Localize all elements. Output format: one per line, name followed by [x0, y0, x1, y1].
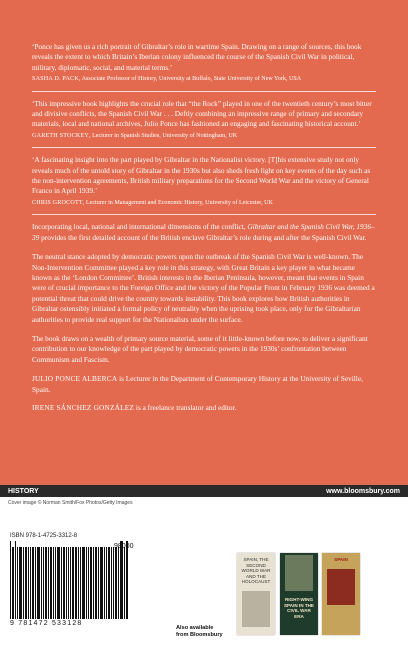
barcode-bar [45, 547, 47, 619]
cover-image [285, 555, 313, 591]
barcode-bar [82, 547, 85, 619]
reviewer-affiliation: , Lecturer in Management and Economic History, University of Leicester, UK [82, 199, 273, 206]
barcode-bar [88, 547, 89, 619]
barcode-bar [19, 547, 22, 619]
description-paragraph: The neutral stance adopted by democratic powers upon the outbreak of the Spanish Civil War is well-known. The Non-Intervention Committee played a key role in this strategy, with Great Britain a key player in what became known as the ‘London Committee’. British interests in the Iberian Peninsula, however, meant that events in Spain were of crucial importance to the Foreign Office and the victory of the Popular Front in February 1936 was deemed a potential threat that could drive the country towards instability. This book explores how British authorities in Gibraltar ostensibly initiated a formal policy of neutrality when the uprising took place, only for the Gibraltarian authorities to provide real support for the Nationalists under the surface. [32, 252, 375, 324]
barcode-bar [113, 547, 114, 619]
author-name: IRENE SÁNCHEZ GONZÁLEZ [32, 402, 135, 412]
author-bio-text: is Lecturer in the Department of Contemporary History at the University of Seville, Spain. [32, 374, 363, 394]
barcode-bar [23, 547, 24, 619]
barcode-bar [75, 547, 77, 619]
barcode-bar [30, 547, 31, 619]
author-bio-text: is a freelance translator and editor. [134, 402, 237, 412]
description-text: provides the first detailed account of the British enclave Gibraltar’s role during and after the Spanish Civil War. [39, 232, 367, 242]
barcode-bar [32, 547, 34, 619]
isbn: ISBN 978-1-4725-3312-8 [10, 533, 78, 539]
also-available-label: Also available from Bloomsbury [176, 625, 223, 638]
barcode-bar [37, 547, 40, 619]
author-name: JULIO PONCE ALBERCA [32, 374, 118, 384]
reviewer-name: SASHA D. PACK [32, 76, 79, 83]
barcode-bar [111, 547, 112, 619]
barcode-bar [115, 547, 117, 619]
barcode-bar [86, 547, 87, 619]
barcode-bar [100, 547, 103, 619]
related-book-title: RIGHT-WING SPAIN IN THE CIVIL WAR ERA [283, 597, 315, 619]
barcode-bar [104, 547, 105, 619]
reviewer-affiliation: , Associate Professor of History, University at Buffalo, State University of New York, USA [78, 76, 302, 83]
barcode-bars [10, 541, 155, 619]
barcode-bar [61, 547, 62, 619]
cover-image [242, 591, 270, 627]
review-attribution [32, 75, 376, 83]
description-text: Incorporating local, national and international dimensions of the conflict, [32, 222, 248, 232]
barcode-bar [72, 547, 74, 619]
cover-credit: Cover image © Norman Smith/Fox Photos/Getty Images [8, 500, 133, 506]
barcode-bar [106, 547, 107, 619]
author-bio [32, 374, 376, 395]
barcode-bar [90, 547, 92, 619]
barcode-bar [17, 547, 18, 619]
author-bios [32, 374, 376, 413]
barcode-bar [80, 547, 81, 619]
barcode-bar [93, 547, 94, 619]
book-title-italic: Gibraltar and the Spanish Civil War, 1936–39 [32, 222, 375, 242]
reviewer-name: GARETH STOCKEY [32, 132, 90, 139]
barcode-bar [124, 547, 125, 619]
barcode-digits: 9 781472 533128 [10, 620, 83, 627]
related-book-cover[interactable] [322, 553, 360, 635]
barcode-bar [98, 547, 99, 619]
review-attribution [32, 132, 376, 140]
barcode-bar [35, 547, 36, 619]
cover-footer [0, 485, 408, 648]
reviewer-name: CHRIS GROCOTT [32, 199, 83, 206]
review-quote: ‘This impressive book highlights the crucial role that “the Rock” played in one of the twentieth century’s most bitter and divisive conflicts, the Spanish Civil War . . . Deftly combining an impressive range of primary and secondary materials, local and national archives, Julio Ponce has fashioned an engaging and fascinating historical account.’ [32, 98, 372, 129]
barcode-bar [120, 541, 123, 619]
barcode-bar [78, 547, 79, 619]
barcode-bar [118, 547, 119, 619]
related-book-title: SPAIN [334, 557, 348, 562]
author-bio [32, 403, 376, 413]
review-quote: ‘A fascinating insight into the part played by Gibraltar in the Nationalist victory. [T]his extensive study not only reveals much of the untold story of Gibraltar in the 1930s but also sheds fresh light on key events of the day such as the non-intervention agreements, British military preparations for the Second World War and the victory of General Franco in April 1939.’ [32, 155, 371, 196]
barcode [10, 533, 155, 638]
description-paragraph [32, 222, 376, 243]
divider [32, 91, 376, 92]
barcode-bar [108, 547, 110, 619]
barcode-bar [10, 541, 11, 619]
divider [32, 214, 376, 215]
barcode-bar [48, 547, 49, 619]
barcode-bar [41, 547, 42, 619]
category-bar [0, 485, 408, 497]
barcode-bar [12, 547, 14, 619]
barcode-bar [126, 541, 128, 619]
review-attribution [32, 199, 376, 207]
related-book-title: SPAIN, THE SECOND WORLD WAR AND THE HOLOCAUST [241, 557, 271, 584]
barcode-bar [50, 547, 52, 619]
barcode-bar [15, 541, 16, 619]
barcode-bar [28, 547, 29, 619]
description-paragraph: The book draws on a wealth of primary source material, some of it little-known before now, to deliver a significant contribution to our knowledge of the part played by democratic powers in the 1930s’ confrontation between Communism and Fascism. [32, 333, 368, 364]
barcode-bar [68, 547, 69, 619]
barcode-bar [66, 547, 67, 619]
barcode-bar [55, 547, 56, 619]
barcode-bar [95, 547, 97, 619]
divider [32, 147, 376, 148]
publisher-website[interactable]: www.bloomsbury.com [326, 487, 400, 495]
barcode-bar [70, 547, 71, 619]
cover-image [327, 569, 355, 605]
barcode-bar [25, 547, 27, 619]
barcode-bar [57, 547, 60, 619]
reviewer-affiliation: , Lecturer in Spanish Studies, University of Nottingham, UK [89, 132, 238, 139]
review-quote: ‘Ponce has given us a rich portrait of Gibraltar’s role in wartime Spain. Drawing on a range of sources, this book reveals the extent to which Britain’s Iberian colony influenced the course of the Spanish Civil War in political, military, diplomatic, social, and material terms.’ [32, 42, 362, 72]
related-book-cover[interactable] [237, 553, 275, 635]
barcode-bar [43, 547, 44, 619]
related-book-cover[interactable] [280, 553, 318, 635]
category-label: HISTORY [8, 487, 39, 495]
back-cover-text [32, 42, 376, 413]
barcode-bar [63, 547, 65, 619]
barcode-bar [53, 547, 54, 619]
barcode-addon-digits: 98000 [114, 543, 134, 550]
